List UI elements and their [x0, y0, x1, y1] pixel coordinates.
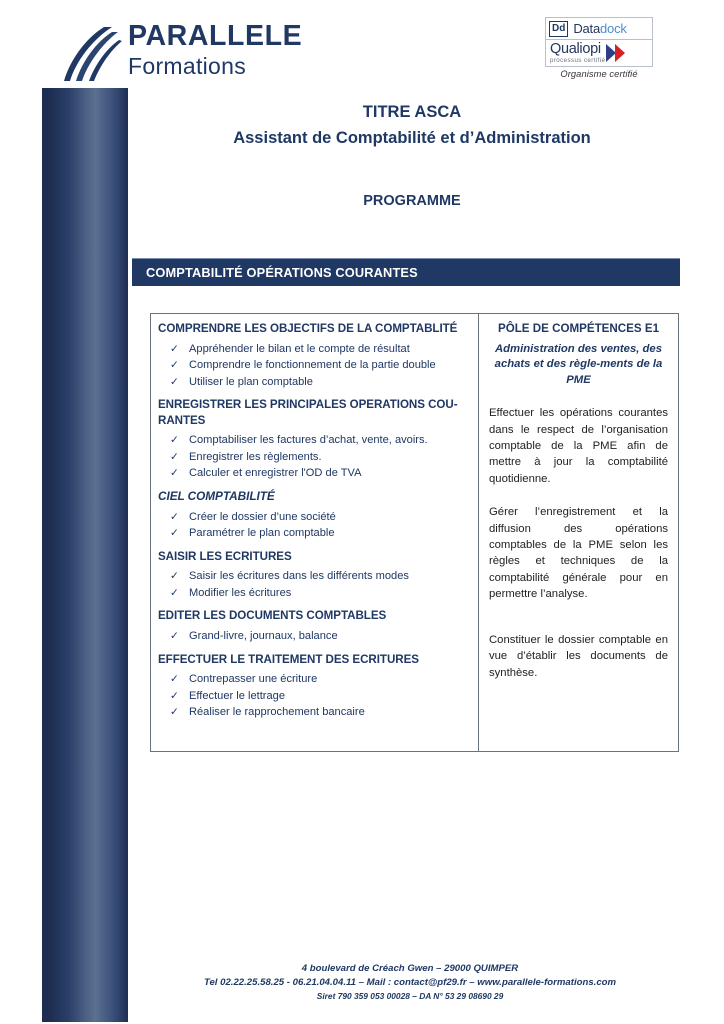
list-item-label: Grand-livre, journaux, balance [189, 629, 338, 642]
list-item-label: Contrepasser une écriture [189, 673, 318, 686]
qualiopi-logo [546, 40, 652, 66]
group-heading: SAISIR LES ECRITURES [158, 549, 292, 563]
list-item [158, 688, 470, 705]
list-item [158, 341, 470, 358]
list-item-label: Effectuer le lettrage [189, 689, 285, 702]
page-title [134, 99, 690, 151]
group-heading: CIEL COMPTABILITÉ [158, 489, 275, 504]
list-item [158, 357, 470, 374]
check-icon: ✓ [170, 450, 179, 463]
check-icon: ✓ [170, 434, 179, 447]
list-item [158, 628, 470, 645]
list-item [158, 568, 470, 585]
check-icon: ✓ [170, 706, 179, 719]
footer-address: 4 boulevard de Créach Gwen – 29000 QUIMPER [301, 963, 519, 974]
competences-title: PÔLE DE COMPÉTENCES E1 [497, 322, 660, 335]
check-icon: ✓ [170, 359, 179, 372]
title-main: TITRE ASCA [362, 103, 462, 121]
programme-label: PROGRAMME [363, 193, 461, 209]
group-heading: COMPRENDRE LES OBJECTIFS DE LA COMPTABLITÉ [158, 322, 458, 335]
list-item-label: Calculer et enregistrer l'OD de TVA [189, 467, 362, 480]
list-item [158, 449, 470, 466]
check-icon: ✓ [170, 375, 179, 388]
check-icon: ✓ [170, 342, 179, 355]
list-item-label: Réaliser le rapprochement bancaire [189, 706, 365, 719]
list-item [158, 374, 470, 391]
list-item [158, 671, 470, 688]
list-item [158, 432, 470, 449]
group-heading: EFFECTUER LE TRAITEMENT DES ECRITURES [158, 652, 419, 666]
qualiopi-text [550, 42, 605, 64]
list-item-label: Créer le dossier d’une société [189, 510, 336, 523]
group-heading: ENREGISTRER LES PRINCIPALES OPERATIONS COU-RANTES [158, 398, 458, 427]
footer-legal: Siret 790 359 053 00028 – DA N° 53 29 08690 29 [316, 991, 504, 1001]
section-header-band [132, 258, 680, 286]
list-item-label: Paramétrer le plan comptable [189, 527, 335, 540]
checklist [158, 432, 470, 482]
datadock-badge-icon: Dd [549, 21, 568, 37]
logo-company-subtitle: Formations [128, 53, 247, 79]
certification-caption: Organisme certifié [560, 69, 638, 79]
list-item [158, 585, 470, 602]
page-footer [132, 962, 688, 1003]
list-item [158, 525, 470, 542]
list-item [158, 704, 470, 721]
swoosh-icon [60, 24, 122, 84]
company-logo [60, 18, 380, 90]
competences-column [479, 314, 678, 751]
arrow-red-icon [615, 44, 625, 62]
list-item-label: Enregistrer les règlements. [189, 450, 322, 463]
checklist [158, 628, 470, 645]
list-item [158, 509, 470, 526]
group-heading: EDITER LES DOCUMENTS COMPTABLES [158, 609, 387, 623]
list-item-label: Appréhender le bilan et le compte de résultat [189, 342, 410, 355]
checklist [158, 341, 470, 391]
certification-logos [545, 17, 653, 79]
qualiopi-arrows-icon [606, 44, 625, 62]
check-icon: ✓ [170, 510, 179, 523]
check-icon: ✓ [170, 527, 179, 540]
checklist [158, 671, 470, 721]
datadock-logo [546, 18, 652, 40]
list-item-label: Modifier les écritures [189, 586, 292, 599]
check-icon: ✓ [170, 689, 179, 702]
datadock-word-data: Data [573, 21, 601, 36]
check-icon: ✓ [170, 586, 179, 599]
list-item [158, 465, 470, 482]
objectives-column [151, 314, 479, 751]
list-item-label: Utiliser le plan comptable [189, 375, 313, 388]
check-icon: ✓ [170, 629, 179, 642]
list-item-label: Comprendre le fonctionnement de la partie double [189, 359, 436, 372]
checklist [158, 568, 470, 601]
section-header-title: COMPTABILITÉ OPÉRATIONS COURANTES [146, 265, 418, 280]
logo-company-name: PARALLELE [128, 20, 303, 52]
competences-paragraph: Gérer l’enregistrement et la diffusion des opérations comptables de la PME selon les règles et techniques de la comptabilité générale pour en permettre l’analyse. [489, 506, 668, 601]
qualiopi-subtitle: processus certifié [550, 56, 606, 64]
check-icon: ✓ [170, 570, 179, 583]
competences-paragraph: Constituer le dossier comptable en vue d’établir les documents de synthèse. [489, 633, 668, 679]
check-icon: ✓ [170, 467, 179, 480]
check-icon: ✓ [170, 673, 179, 686]
logo-wordmark [128, 20, 302, 80]
programme-content-table [150, 313, 679, 752]
list-item-label: Saisir les écritures dans les différents modes [189, 570, 409, 583]
competences-subtitle: Administration des ventes, des achats et des règle-ments de la PME [494, 343, 663, 386]
certification-box [545, 17, 653, 67]
title-sub: Assistant de Comptabilité et d’Administration [233, 129, 591, 147]
competences-paragraph: Effectuer les opérations courantes dans le respect de l’organisation comptable de la PME afin de mettre à jour la comptabilité quotidienne. [489, 407, 668, 485]
checklist [158, 509, 470, 542]
datadock-word-dock: dock [600, 21, 627, 36]
list-item-label: Comptabiliser les factures d’achat, vente, avoirs. [189, 434, 428, 447]
qualiopi-name: Qualiopi [550, 41, 601, 58]
decorative-side-bar [42, 88, 128, 1022]
footer-contact: Tel 02.22.25.58.25 - 06.21.04.04.11 – Mail : contact@pf29.fr – www.parallele-formations.com [203, 977, 617, 988]
